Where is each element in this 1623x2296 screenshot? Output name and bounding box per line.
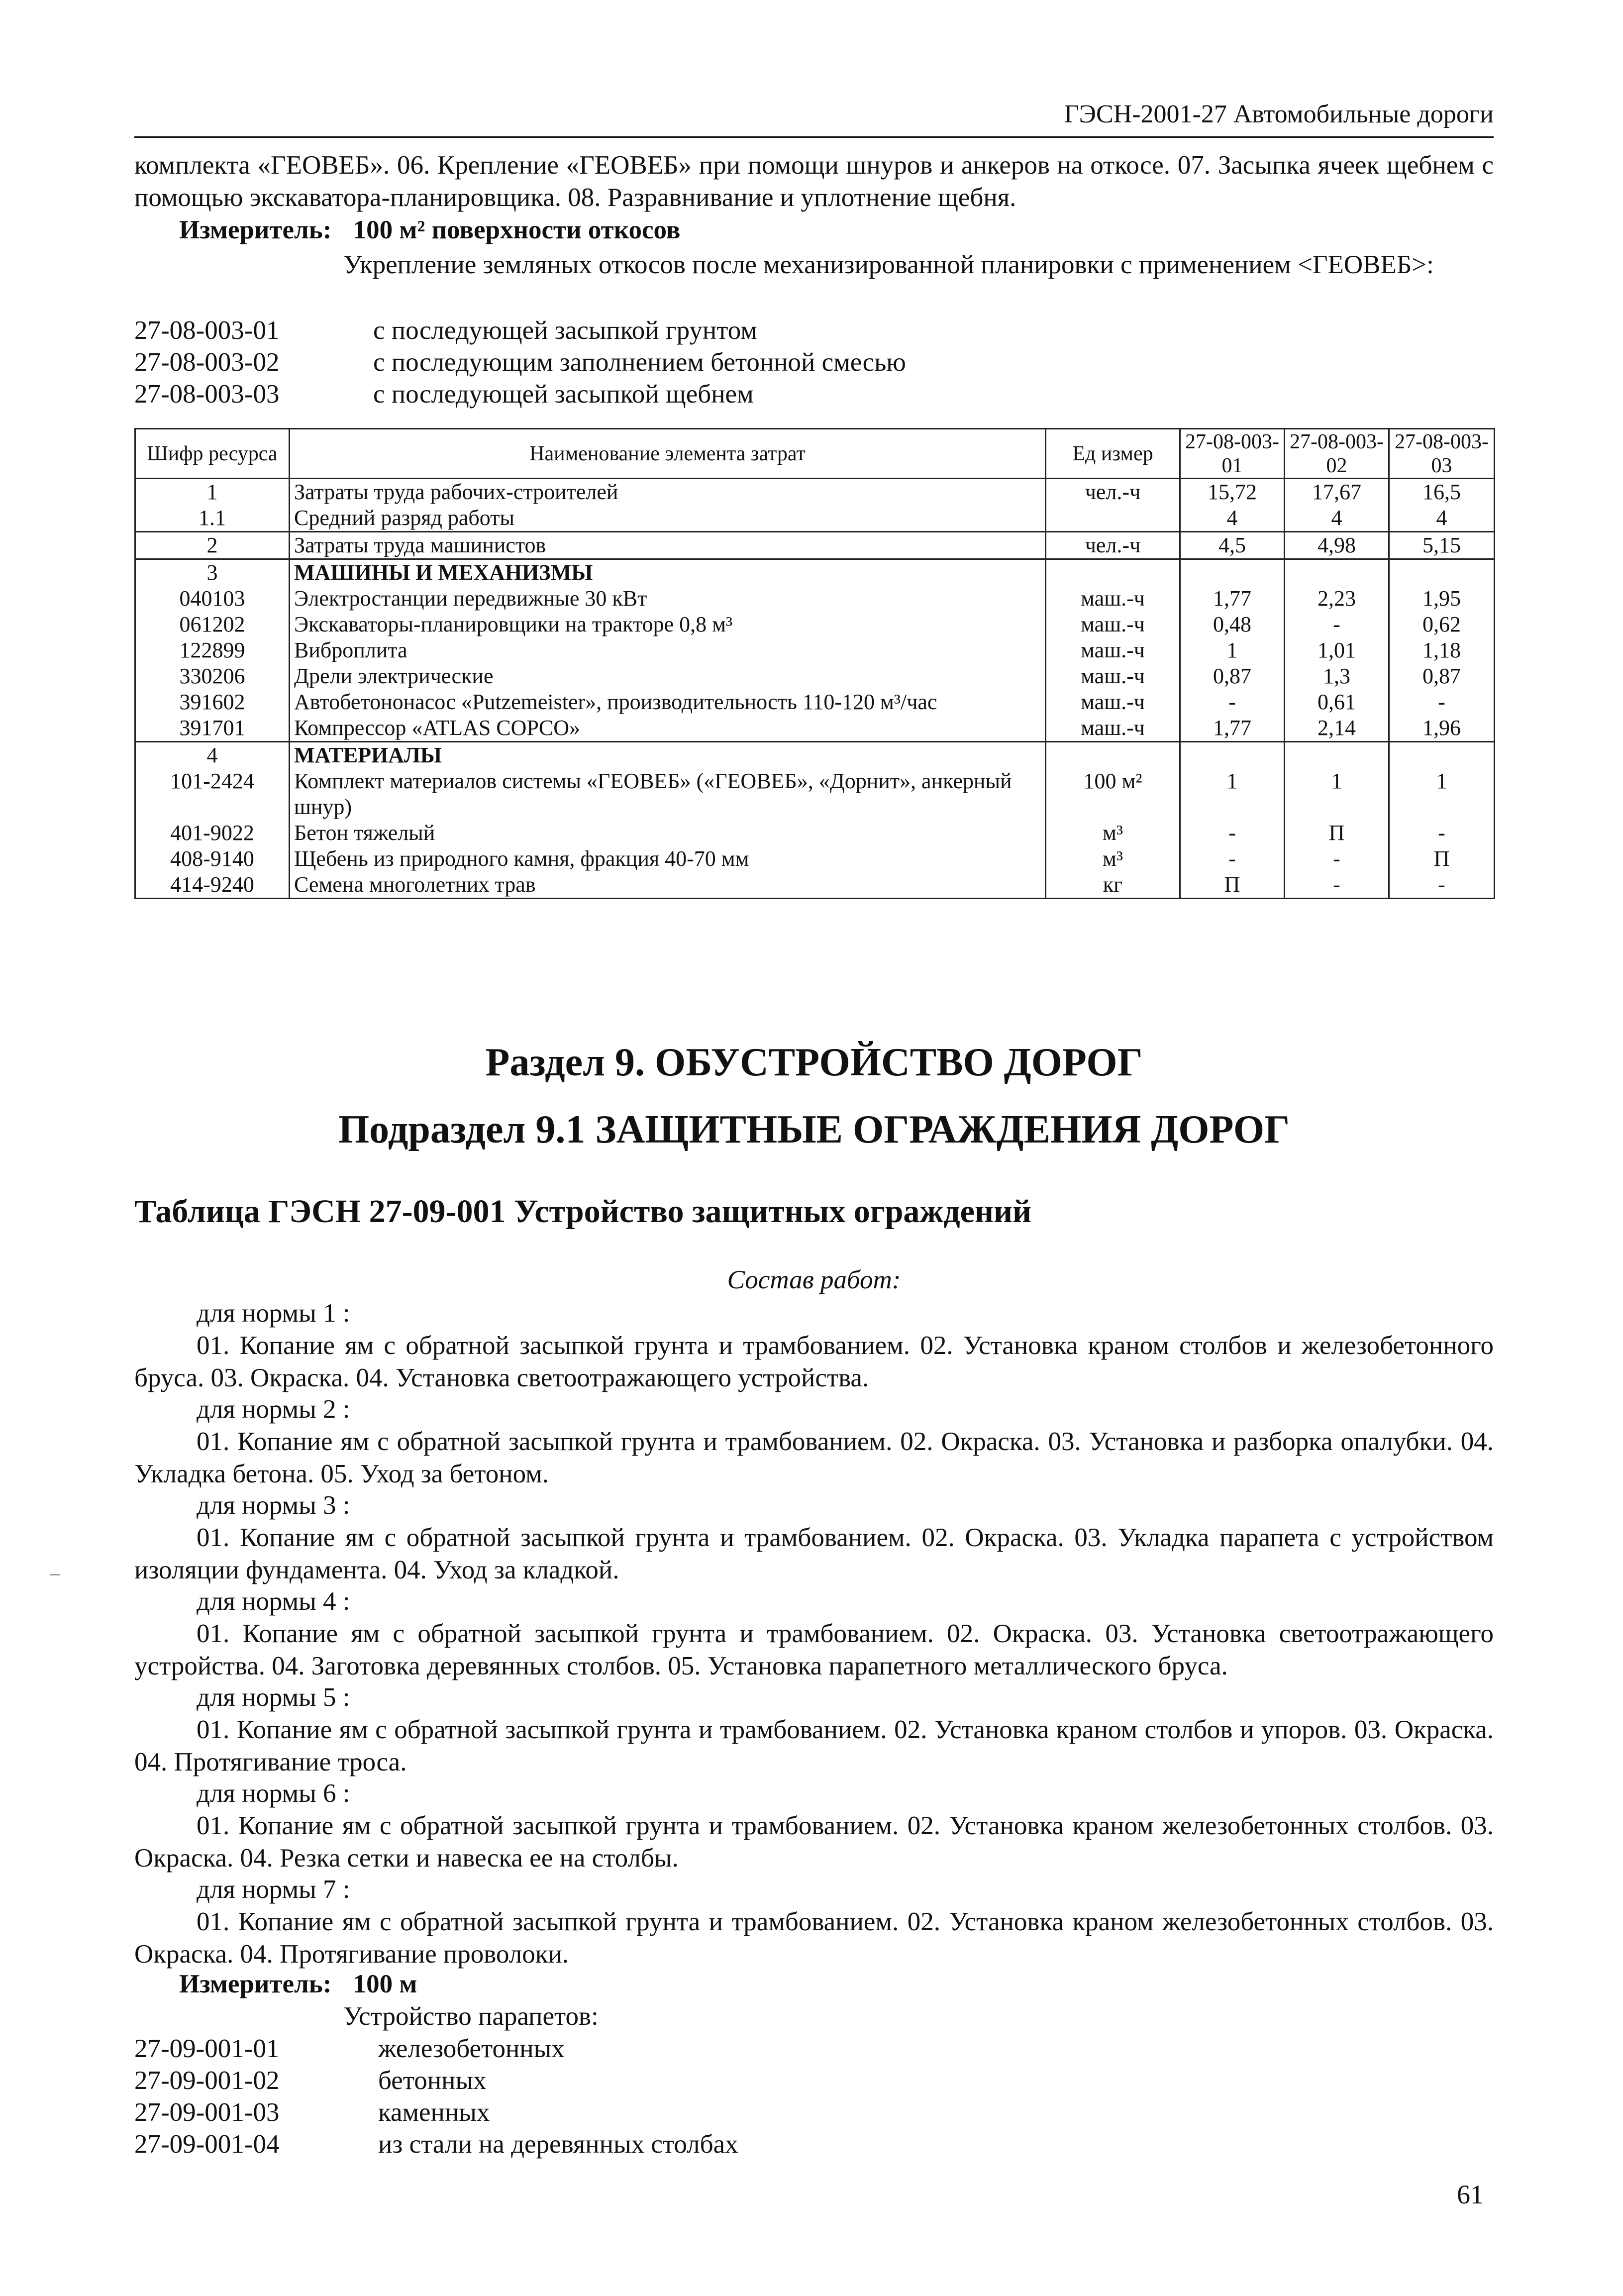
norm-text: 01. Копание ям с обратной засыпкой грунта и трамбованием. 02. Окраска. 03. Установка светоотражающего устройства. 04. Заготовка деревянных столбов. 05. Установка парапетного металлического бруса.: [134, 1619, 1494, 1680]
table-row: [135, 586, 1495, 612]
cell: Средний разряд работы: [290, 505, 1046, 532]
section-title: Раздел 9. ОБУСТРОЙСТВО ДОРОГ: [485, 1041, 1143, 1084]
cell: 4,98: [1285, 532, 1389, 559]
resource-table: [134, 428, 1495, 899]
cell: П: [1285, 820, 1389, 846]
table-row: [135, 689, 1495, 715]
table-row: [135, 479, 1495, 506]
cell: Затраты труда машинистов: [290, 532, 1046, 559]
table-row: [135, 505, 1495, 532]
cell: 2,14: [1285, 715, 1389, 742]
cell: маш.-ч: [1046, 663, 1180, 689]
cell: 040103: [135, 586, 290, 612]
measure-label: Измеритель:: [179, 1970, 332, 1998]
cell: -: [1285, 872, 1389, 899]
norm-label: для нормы 2 :: [197, 1395, 350, 1424]
cell: 061202: [135, 612, 290, 637]
cell: чел.-ч: [1046, 479, 1180, 506]
cell: -: [1285, 846, 1389, 872]
table-title: Таблица ГЭСН 27-09-001 Устройство защитных ограждений: [134, 1193, 1032, 1230]
column-header: 27-08-003-03: [1389, 429, 1495, 479]
norm-label: для нормы 6 :: [197, 1779, 350, 1808]
code-text: бетонных: [378, 2066, 487, 2095]
norm-text: 01. Копание ям с обратной засыпкой грунта и трамбованием. 02. Установка краном столбов и упоров. 03. Окраска. 04. Протягивание троса.: [134, 1715, 1494, 1776]
cell: 4: [1285, 505, 1389, 532]
cell: [1389, 559, 1495, 586]
cell: 4,5: [1180, 532, 1285, 559]
cell: 408-9140: [135, 846, 290, 872]
cell: 15,72: [1180, 479, 1285, 506]
cell: 0,87: [1389, 663, 1495, 689]
column-header: 27-08-003-01: [1180, 429, 1285, 479]
cell: 414-9240: [135, 872, 290, 899]
cell: [1046, 559, 1180, 586]
cell: Комплект материалов системы «ГЕОВЕБ» («ГЕОВЕБ», «Дорнит», анкерный шнур): [290, 768, 1046, 820]
code-list: [134, 2033, 1494, 2162]
page-number: 61: [1457, 2180, 1484, 2209]
cell: 1,18: [1389, 637, 1495, 663]
cell: П: [1389, 846, 1495, 872]
cell: -: [1389, 689, 1495, 715]
code: 27-08-003-02: [134, 348, 280, 377]
norm-label: для нормы 5 :: [197, 1683, 350, 1712]
table-row: [135, 663, 1495, 689]
cell: 391701: [135, 715, 290, 742]
header-rule: [134, 136, 1494, 138]
cell: 4: [1180, 505, 1285, 532]
cell: [1180, 742, 1285, 769]
cell: [1046, 742, 1180, 769]
cell: 16,5: [1389, 479, 1495, 506]
cell: Бетон тяжелый: [290, 820, 1046, 846]
cell: Экскаваторы-планировщики на тракторе 0,8 м³: [290, 612, 1046, 637]
cell: 330206: [135, 663, 290, 689]
cell: Компрессор «ATLAS COPCO»: [290, 715, 1046, 742]
norm-text: 01. Копание ям с обратной засыпкой грунта и трамбованием. 02. Окраска. 03. Установка и разборка опалубки. 04. Укладка бетона. 05. Уход за бетоном.: [134, 1427, 1494, 1488]
table-row: [135, 559, 1495, 586]
section-heading-cell: МАТЕРИАЛЫ: [290, 742, 1046, 769]
work-composition-heading: Состав работ:: [727, 1265, 901, 1294]
cell: маш.-ч: [1046, 612, 1180, 637]
column-header: Наименование элемента затрат: [290, 429, 1046, 479]
column-header: Шифр ресурса: [135, 429, 290, 479]
column-header: 27-08-003-02: [1285, 429, 1389, 479]
header-title: ГЭСН-2001-27 Автомобильные дороги: [1064, 100, 1494, 128]
cell: 4: [1389, 505, 1495, 532]
cell: -: [1389, 872, 1495, 899]
norm-label: для нормы 7 :: [197, 1875, 350, 1904]
table-row: [135, 846, 1495, 872]
table-row: [135, 612, 1495, 637]
code-text: с последующей засыпкой грунтом: [373, 316, 757, 345]
code: 27-08-003-03: [134, 380, 280, 409]
cell: 391602: [135, 689, 290, 715]
code: 27-09-001-01: [134, 2034, 280, 2063]
cell: 1.1: [135, 505, 290, 532]
code: 27-09-001-03: [134, 2098, 280, 2127]
cell: 1,77: [1180, 715, 1285, 742]
code-text: каменных: [378, 2098, 490, 2127]
code-text: из стали на деревянных столбах: [378, 2130, 738, 2159]
section-heading-cell: МАШИНЫ И МЕХАНИЗМЫ: [290, 559, 1046, 586]
cell: 2,23: [1285, 586, 1389, 612]
cell: 0,61: [1285, 689, 1389, 715]
cell: маш.-ч: [1046, 586, 1180, 612]
cell: Автобетононасос «Putzemeister», производительность 110-120 м³/час: [290, 689, 1046, 715]
code-text: с последующей засыпкой щебнем: [373, 380, 754, 409]
cell: маш.-ч: [1046, 637, 1180, 663]
table-row: [135, 820, 1495, 846]
cell: -: [1180, 689, 1285, 715]
table-header-row: [135, 429, 1495, 479]
cell: 1,77: [1180, 586, 1285, 612]
measure-value: 100 м: [353, 1970, 417, 1998]
code-text: с последующим заполнением бетонной смесью: [373, 348, 906, 377]
norm-label: для нормы 3 :: [197, 1491, 350, 1520]
norm-text: 01. Копание ям с обратной засыпкой грунта и трамбованием. 02. Установка краном столбов и железобетонного бруса. 03. Окраска. 04. Установка светоотражающего устройства.: [134, 1331, 1494, 1392]
cell: [1285, 742, 1389, 769]
page-header: [134, 97, 1494, 138]
cell: 0,62: [1389, 612, 1495, 637]
cell: 1: [135, 479, 290, 506]
cell: 1: [1285, 768, 1389, 820]
table-row: [135, 532, 1495, 559]
column-header: Ед измер: [1046, 429, 1180, 479]
cell: маш.-ч: [1046, 715, 1180, 742]
cell: маш.-ч: [1046, 689, 1180, 715]
cell: 17,67: [1285, 479, 1389, 506]
cell: 4: [135, 742, 290, 769]
norm-label: для нормы 4 :: [197, 1587, 350, 1616]
table-row: [135, 637, 1495, 663]
cell: 1,01: [1285, 637, 1389, 663]
cell: 122899: [135, 637, 290, 663]
group-title: Укрепление земляных откосов после механизированной планировки с применением <ГЕОВЕБ>:: [343, 250, 1434, 279]
cell: 1: [1180, 637, 1285, 663]
scan-artifact: [50, 1574, 60, 1575]
cell: [1180, 559, 1285, 586]
cell: [1285, 559, 1389, 586]
table-row: [135, 715, 1495, 742]
code: 27-09-001-02: [134, 2066, 280, 2095]
cell: -: [1285, 612, 1389, 637]
code: 27-09-001-04: [134, 2130, 280, 2159]
cell: 3: [135, 559, 290, 586]
cell: 101-2424: [135, 768, 290, 820]
cell: Затраты труда рабочих-строителей: [290, 479, 1046, 506]
code: 27-08-003-01: [134, 316, 280, 345]
cell: Щебень из природного камня, фракция 40-70 мм: [290, 846, 1046, 872]
cell: -: [1180, 820, 1285, 846]
cell: Виброплита: [290, 637, 1046, 663]
cell: [1046, 505, 1180, 532]
cell: -: [1389, 820, 1495, 846]
norm-text: 01. Копание ям с обратной засыпкой грунта и трамбованием. 02. Установка краном железобетонных столбов. 03. Окраска. 04. Протягивание проволоки.: [134, 1907, 1494, 1969]
cell: Электростанции передвижные 30 кВт: [290, 586, 1046, 612]
measure-value: 100 м² поверхности откосов: [353, 215, 681, 244]
cell: м³: [1046, 846, 1180, 872]
code-list: [134, 314, 1494, 414]
cell: 0,48: [1180, 612, 1285, 637]
cell: кг: [1046, 872, 1180, 899]
cell: 0,87: [1180, 663, 1285, 689]
cell: Дрели электрические: [290, 663, 1046, 689]
norm-label: для нормы 1 :: [197, 1299, 350, 1328]
measure-line: [179, 1968, 417, 2000]
table-row: [135, 768, 1495, 820]
cell: 1: [1389, 768, 1495, 820]
table-row: [135, 742, 1495, 769]
norm-text: 01. Копание ям с обратной засыпкой грунта и трамбованием. 02. Установка краном железобетонных столбов. 03. Окраска. 04. Резка сетки и навеска ее на столбы.: [134, 1811, 1494, 1873]
measure-label: Измеритель:: [179, 215, 332, 244]
cell: 1: [1180, 768, 1285, 820]
norm-text: 01. Копание ям с обратной засыпкой грунта и трамбованием. 02. Окраска. 03. Укладка парапета с устройством изоляции фундамента. 04. Уход за кладкой.: [134, 1523, 1494, 1584]
code-text: железобетонных: [378, 2034, 565, 2063]
cell: [1389, 742, 1495, 769]
table-row: [135, 872, 1495, 899]
cell: Семена многолетних трав: [290, 872, 1046, 899]
cell: 1,95: [1389, 586, 1495, 612]
cell: П: [1180, 872, 1285, 899]
subsection-title: Подраздел 9.1 ЗАЩИТНЫЕ ОГРАЖДЕНИЯ ДОРОГ: [338, 1108, 1290, 1151]
measure-line: [179, 214, 680, 246]
cell: -: [1180, 846, 1285, 872]
cell: чел.-ч: [1046, 532, 1180, 559]
group-title: Устройство парапетов:: [343, 2002, 599, 2031]
cell: 100 м²: [1046, 768, 1180, 820]
cell: 5,15: [1389, 532, 1495, 559]
intro-paragraph: комплекта «ГЕОВЕБ». 06. Крепление «ГЕОВЕБ» при помощи шнуров и анкеров на откосе. 07. Засыпка ячеек щебнем с помощью экскаватора-планировщика. 08. Разравнивание и уплотнение щебня.: [134, 151, 1494, 212]
cell: м³: [1046, 820, 1180, 846]
cell: 2: [135, 532, 290, 559]
cell: 401-9022: [135, 820, 290, 846]
cell: 1,96: [1389, 715, 1495, 742]
cell: 1,3: [1285, 663, 1389, 689]
